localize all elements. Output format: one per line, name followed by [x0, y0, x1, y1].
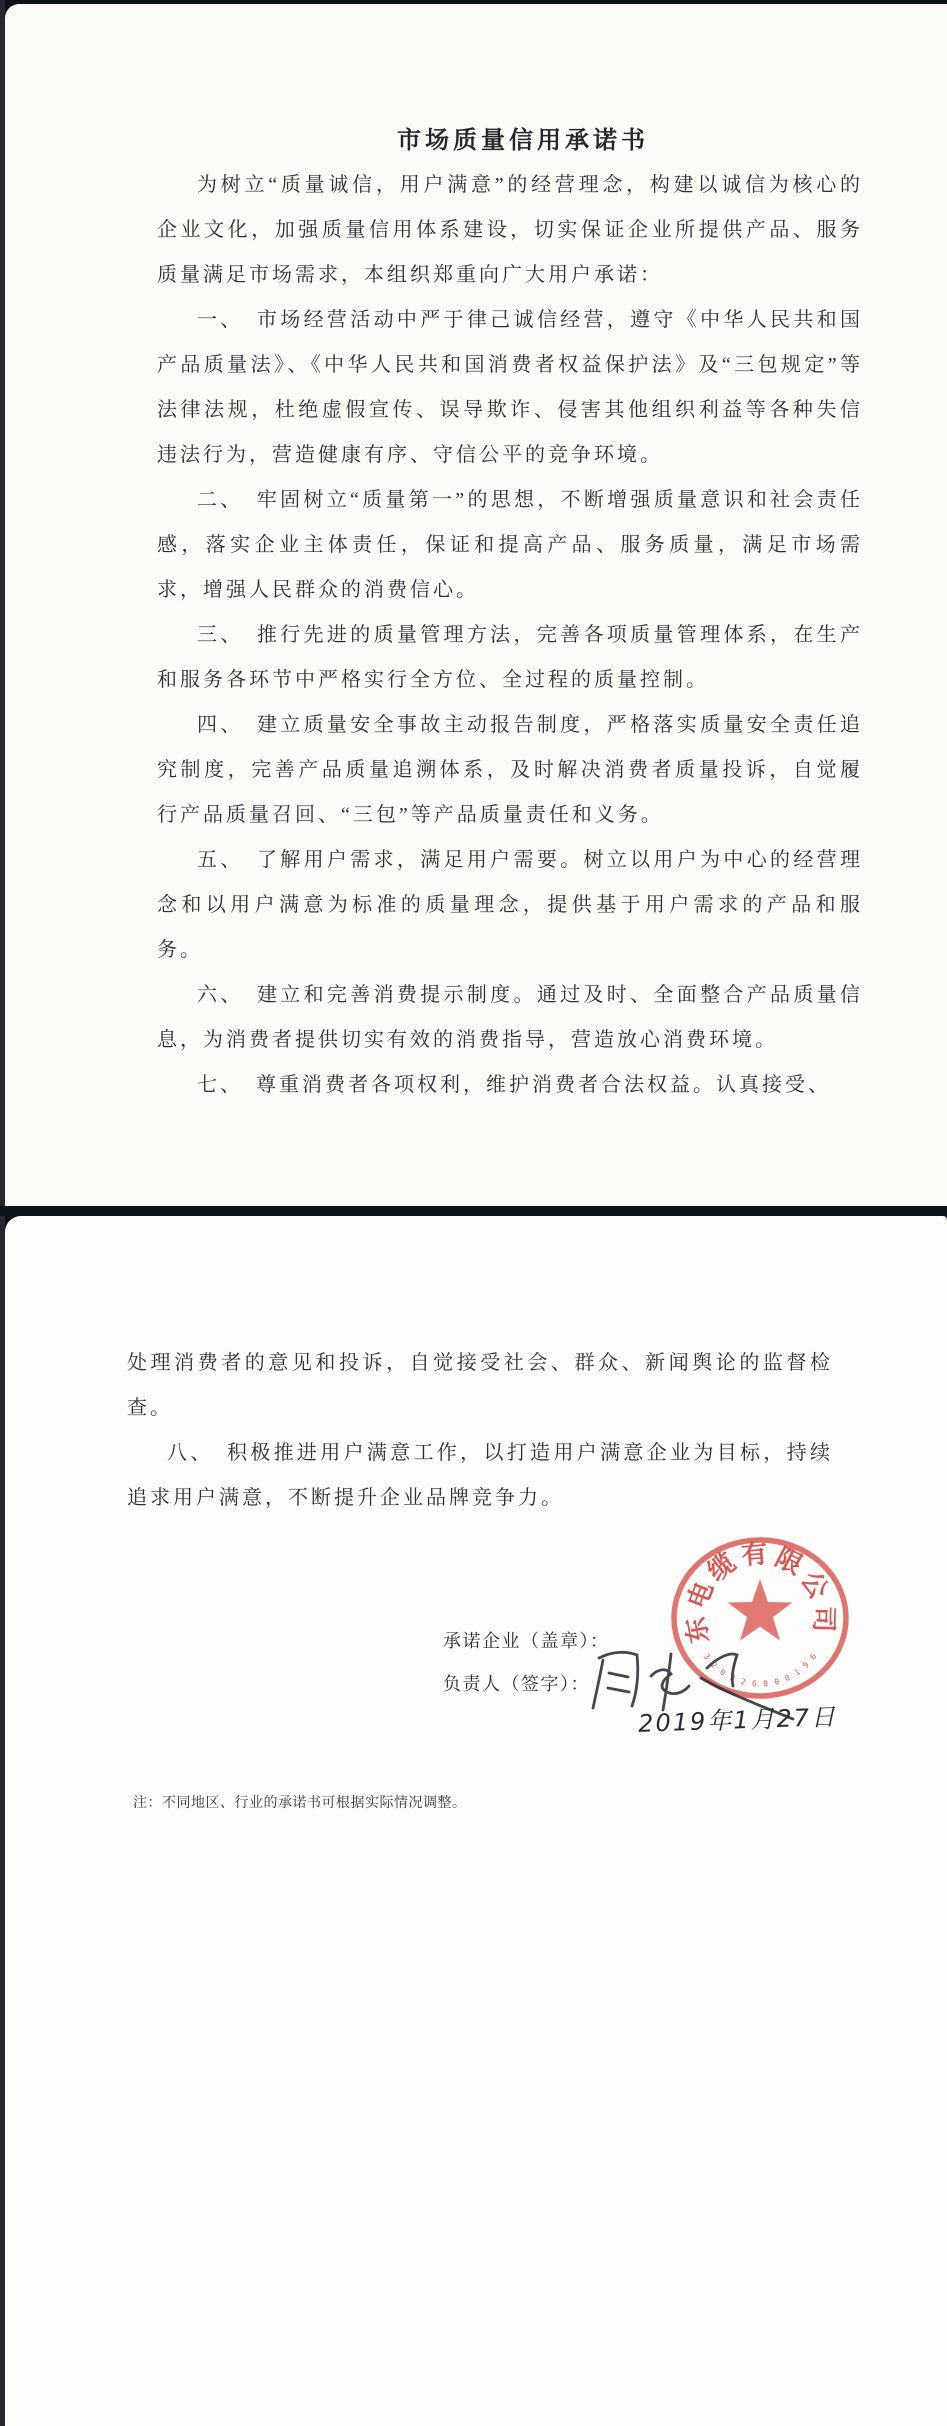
document-title: 市场质量信用承诺书 [397, 128, 649, 154]
page-2-body [127, 1341, 833, 1521]
responsible-person-label: 负责人（签字）： [443, 1674, 590, 1694]
svg-text:0: 0 [718, 1667, 728, 1678]
commitment-item-1: 一、 市场经营活动中严于律己诚信经营，遵守《中华人民共和国产品质量法》、《中华人民共和国消费者权益保护法》及“三包规定”等法律法规，杜绝虚假宣传、误导欺诈、侵害其他组织利益等各种失信违法行为，营造健康有序、守信公平的竞争环境。 [157, 309, 863, 466]
commitment-item-2: 二、 牢固树立“质量第一”的思想，不断增强质量意识和社会责任感，落实企业主体责任，保证和提高产品、服务质量，满足市场需求，增强人民群众的消费信心。 [157, 489, 863, 601]
svg-text:东: 东 [680, 1614, 716, 1646]
svg-text:0: 0 [773, 1676, 781, 1687]
commitment-item-8: 八、 积极推进用户满意工作，以打造用户满意企业为目标，持续追求用户满意，不断提升企业品牌竞争力。 [127, 1442, 833, 1509]
intro-paragraph: 为树立“质量诚信，用户满意”的经营理念，构建以诚信为核心的企业文化，加强质量信用体系建设，切实保证企业所提供产品、服务质量满足市场需求，本组织郑重向广大用户承诺： [157, 174, 863, 286]
svg-text:缆: 缆 [702, 1547, 742, 1588]
stamp-star-icon [728, 1579, 793, 1641]
page-1-body [157, 163, 863, 1108]
svg-text:2: 2 [728, 1672, 737, 1684]
svg-text:1: 1 [792, 1667, 802, 1678]
svg-text:有: 有 [740, 1539, 769, 1572]
svg-text:8: 8 [762, 1679, 769, 1689]
svg-text:限: 限 [770, 1542, 807, 1582]
svg-text:电: 电 [682, 1577, 720, 1613]
commitment-item-6: 六、 建立和完善消费提示制度。通过及时、全面整合产品质量信息，为消费者提供切实有效的消费指导，营造放心消费环境。 [157, 984, 863, 1051]
svg-text:2: 2 [709, 1660, 719, 1671]
commitment-item-7-continuation: 处理消费者的意见和投诉，自觉接受社会、群众、新闻舆论的监督检查。 [127, 1352, 833, 1419]
footnote: 注：不同地区、行业的承诺书可根据实际情况调整。 [133, 1796, 467, 1811]
commitment-item-4: 四、 建立质量安全事故主动报告制度，严格落实质量安全责任追究制度，完善产品质量追溯体系，及时解决消费者质量投诉，自觉履行产品质量召回、“三包”等产品质量责任和义务。 [157, 714, 863, 826]
svg-text:6: 6 [751, 1679, 758, 1689]
commitment-item-3: 三、 推行先进的质量管理方法，完善各项质量管理体系，在生产和服务各环节中严格实行全方位、全过程的质量控制。 [157, 624, 863, 691]
svg-text:2: 2 [739, 1676, 747, 1687]
commitment-item-7-part: 七、 尊重消费者各项权利，维护消费者合法权益。认真接受、 [197, 1074, 831, 1096]
handwritten-date: 2019年1月27日 [637, 1702, 838, 1738]
svg-text:9: 9 [801, 1660, 811, 1671]
svg-text:0: 0 [783, 1672, 792, 1684]
svg-text:公: 公 [794, 1566, 834, 1605]
page-divider [0, 1206, 947, 1216]
commitment-item-5: 五、 了解用户需求，满足用户需要。树立以用户为中心的经营理念和以用户满意为标准的质量理念，提供基于用户需求的产品和服务。 [157, 849, 863, 961]
page-2 [5, 1216, 947, 2426]
svg-text:司: 司 [807, 1605, 839, 1633]
svg-text:3: 3 [701, 1652, 712, 1662]
company-seal-label: 承诺企业（盖章）： [443, 1631, 610, 1651]
page-1 [5, 4, 947, 1206]
svg-text:6: 6 [808, 1652, 819, 1662]
